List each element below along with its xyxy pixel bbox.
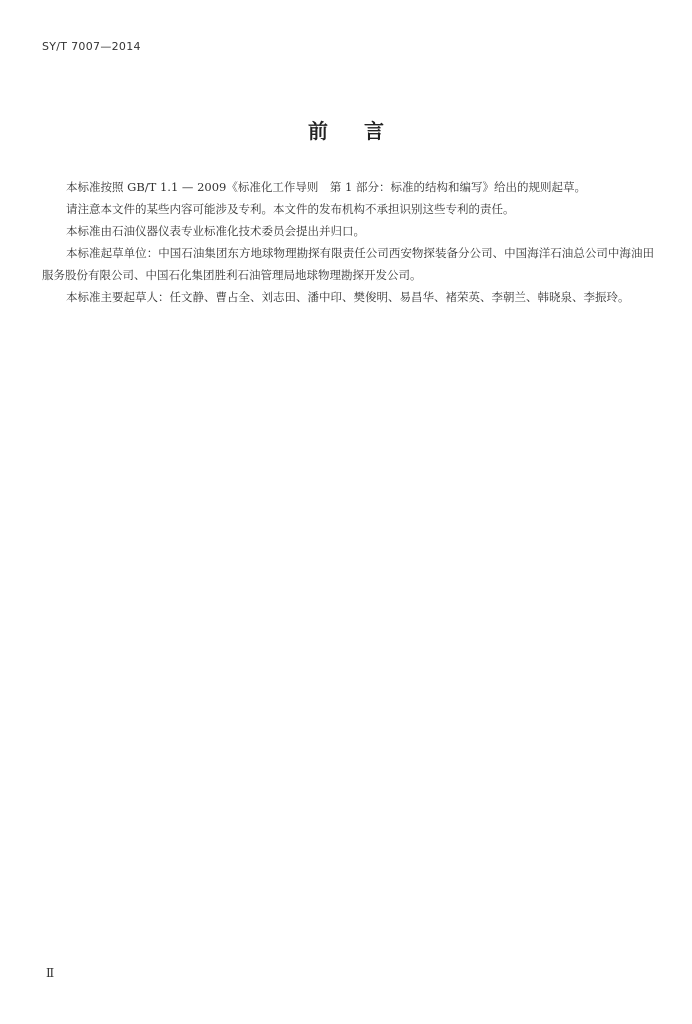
paragraph-proposer: 本标准由石油仪器仪表专业标准化技术委员会提出并归口。: [66, 224, 365, 238]
paragraph-patent-notice: 请注意本文件的某些内容可能涉及专利。本文件的发布机构不承担识别这些专利的责任。: [66, 202, 515, 216]
page-title: 前言: [308, 119, 420, 143]
paragraph-drafters: 本标准主要起草人：任文静、曹占全、刘志田、潘中印、樊俊明、易昌华、褚荣英、李朝兰、韩晓泉、李振玲。: [66, 290, 630, 304]
foreword-body: [42, 176, 654, 308]
standard-code: SY/T 7007—2014: [42, 40, 141, 53]
paragraph-drafting-units: 本标准起草单位：中国石油集团东方地球物理勘探有限责任公司西安物探装备分公司、中国海洋石油总公司中海油田服务股份有限公司、中国石化集团胜利石油管理局地球物理勘探开发公司。: [42, 246, 654, 282]
page-number: Ⅱ: [46, 966, 55, 980]
paragraph-drafting-rules: 本标准按照 GB/T 1.1 — 2009《标准化工作导则 第 1 部分：标准的结构和编写》给出的规则起草。: [66, 180, 586, 194]
